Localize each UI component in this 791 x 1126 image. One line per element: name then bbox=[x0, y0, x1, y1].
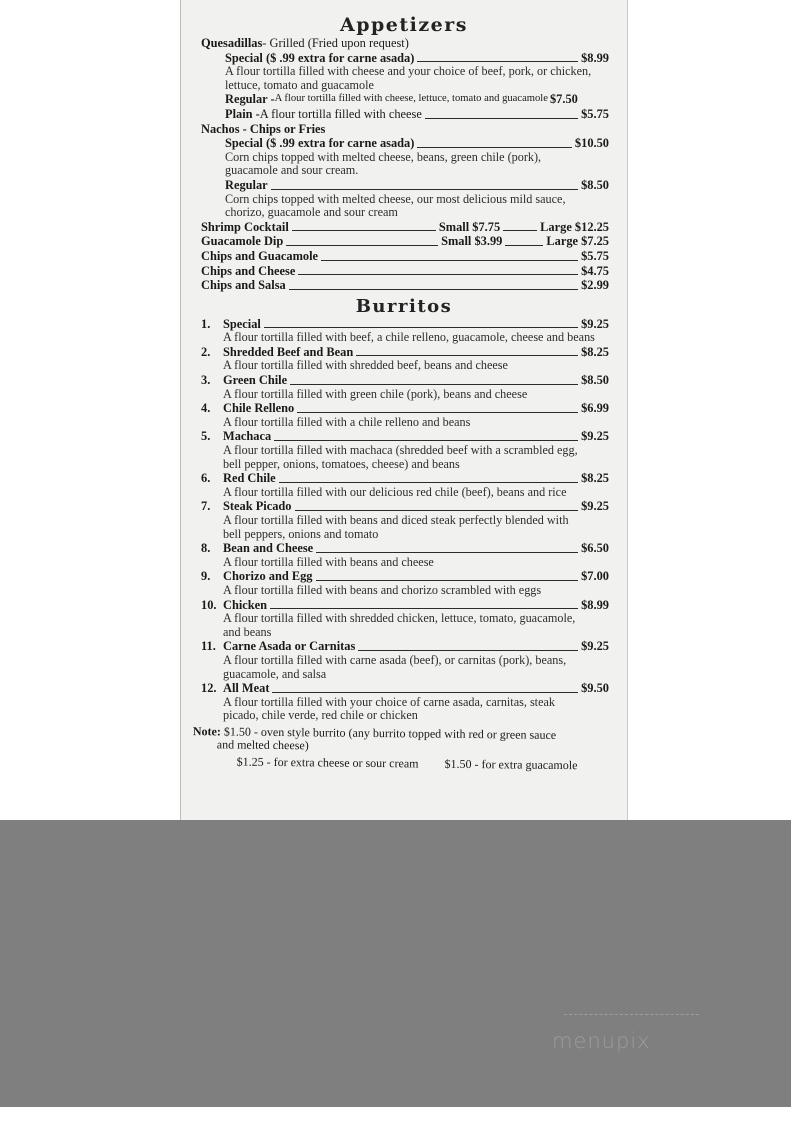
item-number: 2. bbox=[201, 344, 211, 359]
item-name: Red Chile bbox=[223, 471, 276, 486]
menu-page bbox=[180, 0, 628, 826]
desc-line: A flour tortilla filled with beef, a chile relleno, guacamole, cheese and beans bbox=[223, 330, 595, 345]
appetizers-section bbox=[181, 36, 627, 293]
burritos-section bbox=[181, 317, 627, 723]
desc-line: A flour tortilla filled with beans and chorizo scrambled with eggs bbox=[223, 582, 542, 597]
item-name: Steak Picado bbox=[223, 499, 292, 514]
nachos-header bbox=[201, 122, 609, 137]
menu-item bbox=[225, 92, 609, 107]
item-price: $8.25 bbox=[581, 344, 609, 359]
leader-line bbox=[292, 230, 436, 231]
desc-line: picado, chile verde, red chile or chicken bbox=[223, 708, 418, 723]
scan-border bbox=[0, 1107, 791, 1126]
leader-line bbox=[505, 245, 543, 246]
menu-item bbox=[201, 278, 609, 293]
leader-line bbox=[417, 61, 578, 62]
item-description bbox=[201, 612, 609, 639]
item-price-large: Large $7.25 bbox=[546, 234, 609, 249]
item-price: $5.75 bbox=[581, 106, 609, 121]
item-name: All Meat bbox=[223, 681, 270, 696]
burritos-heading: Burritos bbox=[355, 295, 453, 317]
leader-line bbox=[298, 274, 578, 275]
desc-line: A flour tortilla filled with beans and diced steak perfectly blended with bbox=[223, 513, 569, 527]
item-price: $8.99 bbox=[581, 597, 609, 612]
item-number: 11. bbox=[201, 639, 216, 654]
menu-item bbox=[225, 136, 609, 151]
desc-line: A flour tortilla filled with cheese and your choice of beef, pork, or chicken, bbox=[225, 64, 592, 79]
item-number: 10. bbox=[201, 597, 217, 612]
item-price: $9.25 bbox=[581, 316, 609, 331]
item-description bbox=[225, 193, 609, 220]
item-price: $5.75 bbox=[581, 248, 609, 263]
burrito-item bbox=[201, 345, 609, 360]
leader-line bbox=[321, 260, 578, 261]
item-name: Special ($ .99 extra for carne asada) bbox=[225, 136, 415, 151]
extra-cheese-price: $1.25 - for extra cheese or sour cream bbox=[236, 754, 419, 771]
leader-line bbox=[417, 147, 572, 148]
item-name: Chicken bbox=[223, 597, 268, 612]
item-number: 7. bbox=[201, 499, 211, 514]
item-name: Shredded Beef and Bean bbox=[223, 344, 354, 359]
item-price: $9.25 bbox=[581, 499, 609, 514]
burrito-item bbox=[201, 541, 609, 556]
item-price: $6.50 bbox=[581, 541, 609, 556]
item-description bbox=[201, 696, 609, 723]
item-name: Bean and Cheese bbox=[223, 541, 314, 556]
item-description bbox=[225, 65, 609, 92]
desc-line: and beans bbox=[223, 624, 272, 639]
leader-line bbox=[272, 692, 578, 693]
item-price: $2.99 bbox=[581, 278, 609, 293]
item-price: $9.50 bbox=[581, 681, 609, 696]
item-price: $9.25 bbox=[581, 639, 609, 654]
burrito-item bbox=[201, 681, 609, 696]
quesadillas-note: - Grilled (Fried upon request) bbox=[262, 36, 409, 50]
desc-line: A flour tortilla filled with beans and cheese bbox=[223, 554, 434, 569]
leader-line bbox=[271, 189, 578, 190]
desc-line: A flour tortilla filled with our delicious red chile (beef), beans and rice bbox=[223, 484, 567, 499]
menu-item bbox=[225, 51, 609, 66]
item-description: A flour tortilla filled with cheese bbox=[259, 106, 422, 121]
item-name: Green Chile bbox=[223, 373, 288, 388]
item-description bbox=[201, 444, 609, 471]
desc-line: Corn chips topped with melted cheese, our most delicious mild sauce, bbox=[225, 191, 566, 206]
item-name: Special ($ .99 extra for carne asada) bbox=[225, 50, 415, 65]
scan-background bbox=[0, 820, 791, 1126]
leader-line bbox=[297, 412, 578, 413]
item-price: $8.50 bbox=[581, 177, 609, 192]
item-description bbox=[201, 486, 609, 500]
quesadillas-name: Quesadillas bbox=[201, 36, 263, 50]
item-name: Chile Relleno bbox=[223, 401, 295, 416]
item-price: $8.25 bbox=[581, 471, 609, 486]
desc-line: A flour tortilla filled with a chile relleno and beans bbox=[223, 414, 471, 429]
desc-line: A flour tortilla filled with green chile (pork), beans and cheese bbox=[223, 386, 528, 401]
leader-line bbox=[289, 289, 578, 290]
burrito-item bbox=[201, 499, 609, 514]
burrito-item bbox=[201, 373, 609, 388]
watermark-logo: menupix bbox=[552, 1029, 651, 1053]
desc-line: lettuce, tomato and guacamole bbox=[225, 77, 374, 92]
item-description: A flour tortilla filled with cheese, lettuce, tomato and guacamole bbox=[274, 93, 548, 105]
watermark-rule bbox=[564, 1014, 699, 1015]
leader-line bbox=[274, 440, 578, 441]
item-price-small: Small $7.75 bbox=[438, 219, 501, 234]
leader-line bbox=[316, 580, 579, 581]
burrito-item bbox=[201, 429, 609, 444]
desc-line: A flour tortilla filled with machaca (shredded beef with a scrambled egg, bbox=[223, 443, 578, 458]
leader-line bbox=[290, 384, 578, 385]
item-name: Chorizo and Egg bbox=[223, 569, 313, 584]
burrito-item bbox=[201, 401, 609, 416]
item-price: $9.25 bbox=[581, 429, 609, 444]
item-number: 5. bbox=[201, 429, 211, 444]
item-number: 4. bbox=[201, 401, 211, 416]
item-name: Regular - bbox=[225, 92, 275, 107]
burrito-item bbox=[201, 317, 609, 332]
desc-line: A flour tortilla filled with carne asada (beef), or carnitas (pork), beans, bbox=[223, 652, 567, 667]
quesadillas-header bbox=[201, 36, 609, 51]
item-name: Regular bbox=[225, 177, 268, 192]
desc-line: bell peppers, onions and tomato bbox=[223, 526, 379, 541]
burrito-item bbox=[201, 569, 609, 584]
item-number: 9. bbox=[201, 569, 211, 584]
menu-item bbox=[201, 249, 609, 264]
menu-item bbox=[201, 264, 609, 279]
leader-line bbox=[358, 650, 578, 651]
leader-line bbox=[316, 552, 578, 553]
desc-line: Corn chips topped with melted cheese, beans, green chile (pork), bbox=[225, 149, 542, 164]
item-name: Carne Asada or Carnitas bbox=[223, 639, 356, 654]
leader-line bbox=[279, 482, 578, 483]
extra-guacamole-price: $1.50 - for extra guacamole bbox=[444, 756, 578, 772]
burrito-notes bbox=[181, 725, 627, 773]
burrito-item bbox=[201, 598, 609, 613]
item-description bbox=[201, 388, 609, 402]
desc-line: guacamole and sour cream. bbox=[225, 163, 359, 178]
item-price: $6.99 bbox=[581, 401, 609, 416]
leader-line bbox=[356, 355, 578, 356]
burrito-item bbox=[201, 639, 609, 654]
menu-item-shrimp-cocktail bbox=[201, 220, 609, 235]
item-number: 6. bbox=[201, 471, 211, 486]
item-name: Special bbox=[223, 316, 261, 331]
item-description bbox=[225, 151, 609, 178]
item-description bbox=[201, 514, 609, 541]
item-name: Machaca bbox=[223, 429, 272, 444]
watermark bbox=[552, 1014, 712, 1066]
item-description bbox=[201, 359, 609, 373]
item-number: 8. bbox=[201, 541, 211, 556]
leader-line bbox=[264, 327, 578, 328]
note-label: Note: bbox=[192, 724, 221, 739]
leader-line bbox=[425, 118, 578, 119]
item-name: Shrimp Cocktail bbox=[201, 219, 289, 234]
item-price: $7.00 bbox=[581, 569, 609, 584]
item-description bbox=[201, 654, 609, 681]
leader-line bbox=[286, 245, 438, 246]
burrito-item bbox=[201, 471, 609, 486]
item-price: $4.75 bbox=[581, 263, 609, 278]
note-line: and melted cheese) bbox=[216, 737, 309, 753]
item-name: Plain - bbox=[225, 106, 260, 121]
desc-line: chorizo, guacamole and sour cream bbox=[225, 205, 398, 220]
item-name: Chips and Guacamole bbox=[201, 248, 319, 263]
appetizers-heading: Appetizers bbox=[340, 14, 468, 36]
item-description bbox=[201, 556, 609, 570]
item-price: $8.50 bbox=[581, 373, 609, 388]
item-price-large: Large $12.25 bbox=[540, 219, 609, 234]
desc-line: bell pepper, onions, tomatoes, cheese) and beans bbox=[223, 456, 460, 471]
item-number: 12. bbox=[201, 681, 217, 696]
item-price: $10.50 bbox=[574, 136, 609, 151]
leader-line bbox=[503, 230, 537, 231]
desc-line: guacamole, and salsa bbox=[223, 666, 327, 681]
desc-line: A flour tortilla filled with shredded beef, beans and cheese bbox=[223, 358, 508, 373]
leader-line bbox=[295, 510, 579, 511]
item-price: $8.99 bbox=[581, 50, 609, 65]
item-number: 1. bbox=[201, 316, 211, 331]
item-description bbox=[201, 416, 609, 430]
leader-line bbox=[270, 608, 578, 609]
note-line: $1.50 - oven style burrito (any burrito topped with red or green sauce bbox=[220, 724, 557, 742]
item-name: Chips and Cheese bbox=[201, 263, 296, 278]
item-description bbox=[201, 584, 609, 598]
item-name: Guacamole Dip bbox=[201, 234, 284, 249]
desc-line: A flour tortilla filled with your choice of carne asada, carnitas, steak bbox=[223, 694, 555, 709]
nachos-name: Nachos - Chips or Fries bbox=[201, 121, 326, 136]
item-price-small: Small $3.99 bbox=[441, 234, 503, 249]
item-number: 3. bbox=[201, 373, 211, 388]
item-name: Chips and Salsa bbox=[201, 278, 286, 293]
menu-item-guacamole-dip bbox=[201, 234, 609, 249]
item-price: $7.50 bbox=[549, 92, 578, 107]
item-description bbox=[201, 331, 609, 345]
desc-line: A flour tortilla filled with shredded chicken, lettuce, tomato, guacamole, bbox=[223, 611, 576, 626]
menu-item bbox=[225, 107, 609, 122]
menu-item bbox=[225, 178, 609, 193]
